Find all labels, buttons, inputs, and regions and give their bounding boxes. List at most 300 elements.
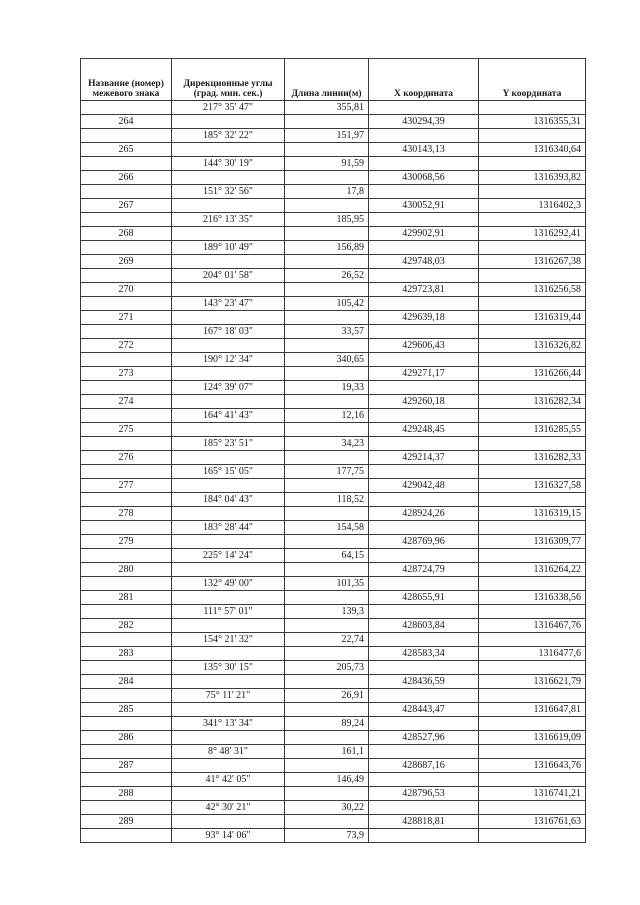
boundary-mark-row xyxy=(81,311,586,325)
line-length-cell xyxy=(285,255,369,269)
line-segment-row xyxy=(81,353,586,367)
y-coordinate-cell xyxy=(479,129,586,143)
direction-angle-cell xyxy=(172,787,285,801)
x-coordinate-cell xyxy=(369,437,479,451)
boundary-mark-row xyxy=(81,283,586,297)
y-coordinate-cell xyxy=(479,549,586,563)
x-coordinate-cell xyxy=(369,493,479,507)
y-coordinate-cell xyxy=(479,353,586,367)
x-coordinate-cell: 428436,59 xyxy=(369,675,479,689)
line-length-cell: 177,75 xyxy=(285,465,369,479)
boundary-mark-row xyxy=(81,619,586,633)
direction-angle-cell: 75° 11' 21" xyxy=(172,689,285,703)
line-length-cell xyxy=(285,787,369,801)
line-length-cell xyxy=(285,535,369,549)
mark-name-cell xyxy=(81,745,172,759)
x-coordinate-cell: 430294,39 xyxy=(369,115,479,129)
line-segment-row xyxy=(81,381,586,395)
x-coordinate-cell xyxy=(369,717,479,731)
header-y-coordinate: Y координата xyxy=(479,59,586,101)
header-row xyxy=(81,59,586,101)
x-coordinate-cell: 428769,96 xyxy=(369,535,479,549)
line-segment-row xyxy=(81,549,586,563)
line-length-cell: 146,49 xyxy=(285,773,369,787)
x-coordinate-cell: 428583,34 xyxy=(369,647,479,661)
boundary-mark-row xyxy=(81,703,586,717)
direction-angle-cell: 8° 48' 31" xyxy=(172,745,285,759)
x-coordinate-cell xyxy=(369,325,479,339)
direction-angle-cell xyxy=(172,451,285,465)
mark-name-cell xyxy=(81,493,172,507)
boundary-mark-row xyxy=(81,395,586,409)
y-coordinate-cell: 1316319,15 xyxy=(479,507,586,521)
line-segment-row xyxy=(81,437,586,451)
x-coordinate-cell xyxy=(369,801,479,815)
x-coordinate-cell xyxy=(369,465,479,479)
line-length-cell: 151,97 xyxy=(285,129,369,143)
mark-name-cell: 286 xyxy=(81,731,172,745)
direction-angle-cell: 93° 14' 06" xyxy=(172,829,285,843)
mark-name-cell xyxy=(81,605,172,619)
line-length-cell: 26,91 xyxy=(285,689,369,703)
line-length-cell xyxy=(285,731,369,745)
line-length-cell: 73,9 xyxy=(285,829,369,843)
line-length-cell xyxy=(285,647,369,661)
boundary-mark-row xyxy=(81,563,586,577)
mark-name-cell xyxy=(81,353,172,367)
mark-name-cell xyxy=(81,661,172,675)
mark-name-cell: 278 xyxy=(81,507,172,521)
x-coordinate-cell xyxy=(369,185,479,199)
x-coordinate-cell: 429248,45 xyxy=(369,423,479,437)
x-coordinate-cell: 429606,43 xyxy=(369,339,479,353)
line-segment-row xyxy=(81,661,586,675)
boundary-mark-row xyxy=(81,227,586,241)
mark-name-cell: 275 xyxy=(81,423,172,437)
line-length-cell: 64,15 xyxy=(285,549,369,563)
x-coordinate-cell: 428603,84 xyxy=(369,619,479,633)
line-length-cell: 22,74 xyxy=(285,633,369,647)
x-coordinate-cell: 430052,91 xyxy=(369,199,479,213)
line-length-cell xyxy=(285,311,369,325)
line-segment-row xyxy=(81,577,586,591)
line-length-cell: 30,22 xyxy=(285,801,369,815)
direction-angle-cell xyxy=(172,311,285,325)
line-length-cell xyxy=(285,199,369,213)
mark-name-cell xyxy=(81,577,172,591)
x-coordinate-cell xyxy=(369,101,479,115)
direction-angle-cell xyxy=(172,619,285,633)
mark-name-cell: 287 xyxy=(81,759,172,773)
y-coordinate-cell: 1316266,44 xyxy=(479,367,586,381)
line-length-cell xyxy=(285,479,369,493)
line-length-cell: 156,89 xyxy=(285,241,369,255)
x-coordinate-cell xyxy=(369,521,479,535)
x-coordinate-cell: 428724,79 xyxy=(369,563,479,577)
x-coordinate-cell xyxy=(369,605,479,619)
x-coordinate-cell: 428687,16 xyxy=(369,759,479,773)
line-length-cell: 34,23 xyxy=(285,437,369,451)
direction-angle-cell xyxy=(172,227,285,241)
line-segment-row xyxy=(81,605,586,619)
boundary-mark-row xyxy=(81,199,586,213)
y-coordinate-cell: 1316393,82 xyxy=(479,171,586,185)
direction-angle-cell: 154° 21' 32" xyxy=(172,633,285,647)
y-coordinate-cell xyxy=(479,465,586,479)
line-length-cell: 355,81 xyxy=(285,101,369,115)
direction-angle-cell: 225° 14' 24" xyxy=(172,549,285,563)
y-coordinate-cell: 1316256,58 xyxy=(479,283,586,297)
mark-name-cell xyxy=(81,157,172,171)
direction-angle-cell xyxy=(172,535,285,549)
line-segment-row xyxy=(81,269,586,283)
x-coordinate-cell xyxy=(369,353,479,367)
mark-name-cell xyxy=(81,213,172,227)
boundary-mark-row xyxy=(81,647,586,661)
direction-angle-cell: 143° 23' 47" xyxy=(172,297,285,311)
line-segment-row xyxy=(81,409,586,423)
direction-angle-cell xyxy=(172,563,285,577)
y-coordinate-cell: 1316477,6 xyxy=(479,647,586,661)
mark-name-cell xyxy=(81,549,172,563)
line-length-cell: 205,73 xyxy=(285,661,369,675)
y-coordinate-cell xyxy=(479,829,586,843)
x-coordinate-cell xyxy=(369,157,479,171)
x-coordinate-cell: 429214,37 xyxy=(369,451,479,465)
mark-name-cell: 276 xyxy=(81,451,172,465)
x-coordinate-cell xyxy=(369,633,479,647)
direction-angle-cell xyxy=(172,283,285,297)
direction-angle-cell xyxy=(172,339,285,353)
direction-angle-cell: 151° 32' 56" xyxy=(172,185,285,199)
y-coordinate-cell xyxy=(479,689,586,703)
line-length-cell xyxy=(285,591,369,605)
mark-name-cell xyxy=(81,801,172,815)
boundary-mark-row xyxy=(81,255,586,269)
y-coordinate-cell xyxy=(479,381,586,395)
direction-angle-cell xyxy=(172,367,285,381)
boundary-mark-row xyxy=(81,815,586,829)
mark-name-cell: 288 xyxy=(81,787,172,801)
boundary-mark-row xyxy=(81,423,586,437)
y-coordinate-cell: 1316267,38 xyxy=(479,255,586,269)
line-length-cell xyxy=(285,171,369,185)
y-coordinate-cell: 1316340,64 xyxy=(479,143,586,157)
direction-angle-cell: 124° 39' 07" xyxy=(172,381,285,395)
line-segment-row xyxy=(81,773,586,787)
boundary-mark-row xyxy=(81,171,586,185)
y-coordinate-cell: 1316355,31 xyxy=(479,115,586,129)
line-length-cell xyxy=(285,395,369,409)
mark-name-cell xyxy=(81,717,172,731)
y-coordinate-cell xyxy=(479,521,586,535)
y-coordinate-cell: 1316292,41 xyxy=(479,227,586,241)
y-coordinate-cell: 1316741,21 xyxy=(479,787,586,801)
mark-name-cell: 285 xyxy=(81,703,172,717)
x-coordinate-cell xyxy=(369,549,479,563)
header-mark-name: Название (номер) межевого знака xyxy=(81,59,172,101)
line-length-cell: 118,52 xyxy=(285,493,369,507)
direction-angle-cell xyxy=(172,143,285,157)
line-segment-row xyxy=(81,213,586,227)
y-coordinate-cell xyxy=(479,493,586,507)
line-segment-row xyxy=(81,185,586,199)
y-coordinate-cell: 1316285,55 xyxy=(479,423,586,437)
boundary-mark-row xyxy=(81,367,586,381)
line-segment-row xyxy=(81,745,586,759)
mark-name-cell: 289 xyxy=(81,815,172,829)
y-coordinate-cell: 1316761,63 xyxy=(479,815,586,829)
x-coordinate-cell xyxy=(369,269,479,283)
line-segment-row xyxy=(81,801,586,815)
direction-angle-cell: 185° 32' 22" xyxy=(172,129,285,143)
direction-angle-cell xyxy=(172,759,285,773)
x-coordinate-cell: 429260,18 xyxy=(369,395,479,409)
table-header xyxy=(81,59,586,101)
line-length-cell: 89,24 xyxy=(285,717,369,731)
x-coordinate-cell: 430068,56 xyxy=(369,171,479,185)
y-coordinate-cell: 1316643,76 xyxy=(479,759,586,773)
x-coordinate-cell xyxy=(369,297,479,311)
direction-angle-cell: 167° 18' 03" xyxy=(172,325,285,339)
line-segment-row xyxy=(81,717,586,731)
mark-name-cell xyxy=(81,269,172,283)
direction-angle-cell: 184° 04' 43" xyxy=(172,493,285,507)
line-length-cell xyxy=(285,675,369,689)
direction-angle-cell: 189° 10' 49" xyxy=(172,241,285,255)
x-coordinate-cell xyxy=(369,129,479,143)
mark-name-cell: 283 xyxy=(81,647,172,661)
y-coordinate-cell xyxy=(479,577,586,591)
line-segment-row xyxy=(81,157,586,171)
y-coordinate-cell xyxy=(479,157,586,171)
line-segment-row xyxy=(81,493,586,507)
direction-angle-cell xyxy=(172,115,285,129)
direction-angle-cell: 42° 30' 21" xyxy=(172,801,285,815)
mark-name-cell: 281 xyxy=(81,591,172,605)
x-coordinate-cell: 428818,81 xyxy=(369,815,479,829)
boundary-mark-row xyxy=(81,535,586,549)
line-length-cell xyxy=(285,815,369,829)
mark-name-cell: 280 xyxy=(81,563,172,577)
boundary-mark-row xyxy=(81,787,586,801)
boundary-mark-row xyxy=(81,759,586,773)
direction-angle-cell: 216° 13' 35" xyxy=(172,213,285,227)
mark-name-cell: 282 xyxy=(81,619,172,633)
direction-angle-cell xyxy=(172,255,285,269)
mark-name-cell: 264 xyxy=(81,115,172,129)
boundary-mark-row xyxy=(81,115,586,129)
direction-angle-cell: 41° 42' 05" xyxy=(172,773,285,787)
line-length-cell xyxy=(285,115,369,129)
y-coordinate-cell: 1316621,79 xyxy=(479,675,586,689)
line-length-cell xyxy=(285,143,369,157)
line-length-cell xyxy=(285,563,369,577)
mark-name-cell: 267 xyxy=(81,199,172,213)
boundary-mark-row xyxy=(81,143,586,157)
y-coordinate-cell: 1316282,34 xyxy=(479,395,586,409)
direction-angle-cell xyxy=(172,815,285,829)
y-coordinate-cell xyxy=(479,297,586,311)
direction-angle-cell xyxy=(172,647,285,661)
y-coordinate-cell: 1316338,56 xyxy=(479,591,586,605)
x-coordinate-cell: 429639,18 xyxy=(369,311,479,325)
y-coordinate-cell: 1316467,76 xyxy=(479,619,586,633)
x-coordinate-cell: 429042,48 xyxy=(369,479,479,493)
line-length-cell: 139,3 xyxy=(285,605,369,619)
line-segment-row xyxy=(81,101,586,115)
line-length-cell: 161,1 xyxy=(285,745,369,759)
y-coordinate-cell: 1316264,22 xyxy=(479,563,586,577)
boundary-mark-row xyxy=(81,339,586,353)
y-coordinate-cell xyxy=(479,185,586,199)
direction-angle-cell xyxy=(172,199,285,213)
mark-name-cell xyxy=(81,185,172,199)
x-coordinate-cell: 429723,81 xyxy=(369,283,479,297)
y-coordinate-cell xyxy=(479,745,586,759)
line-segment-row xyxy=(81,325,586,339)
direction-angle-cell: 204° 01' 58" xyxy=(172,269,285,283)
mark-name-cell: 279 xyxy=(81,535,172,549)
y-coordinate-cell: 1316282,33 xyxy=(479,451,586,465)
line-length-cell xyxy=(285,423,369,437)
mark-name-cell xyxy=(81,689,172,703)
x-coordinate-cell: 430143,13 xyxy=(369,143,479,157)
line-segment-row xyxy=(81,689,586,703)
line-length-cell xyxy=(285,339,369,353)
direction-angle-cell xyxy=(172,507,285,521)
y-coordinate-cell: 1316309,77 xyxy=(479,535,586,549)
header-direction-angle: Дирекционные углы (град. мин. сек.) xyxy=(172,59,285,101)
direction-angle-cell xyxy=(172,731,285,745)
x-coordinate-cell xyxy=(369,241,479,255)
mark-name-cell xyxy=(81,297,172,311)
line-length-cell: 185,95 xyxy=(285,213,369,227)
line-segment-row xyxy=(81,829,586,843)
line-length-cell: 19,33 xyxy=(285,381,369,395)
line-segment-row xyxy=(81,633,586,647)
line-segment-row xyxy=(81,297,586,311)
boundary-coordinates-table xyxy=(80,58,586,843)
direction-angle-cell: 132° 49' 00" xyxy=(172,577,285,591)
y-coordinate-cell xyxy=(479,437,586,451)
mark-name-cell: 268 xyxy=(81,227,172,241)
y-coordinate-cell: 1316619,09 xyxy=(479,731,586,745)
mark-name-cell xyxy=(81,381,172,395)
line-length-cell: 105,42 xyxy=(285,297,369,311)
boundary-mark-row xyxy=(81,479,586,493)
direction-angle-cell xyxy=(172,171,285,185)
direction-angle-cell xyxy=(172,395,285,409)
line-length-cell xyxy=(285,283,369,297)
line-length-cell xyxy=(285,451,369,465)
mark-name-cell: 271 xyxy=(81,311,172,325)
mark-name-cell xyxy=(81,129,172,143)
x-coordinate-cell xyxy=(369,381,479,395)
x-coordinate-cell xyxy=(369,773,479,787)
mark-name-cell: 273 xyxy=(81,367,172,381)
x-coordinate-cell: 428924,26 xyxy=(369,507,479,521)
mark-name-cell: 266 xyxy=(81,171,172,185)
line-length-cell: 33,57 xyxy=(285,325,369,339)
table-body xyxy=(81,101,586,843)
mark-name-cell xyxy=(81,773,172,787)
y-coordinate-cell xyxy=(479,269,586,283)
x-coordinate-cell: 429748,03 xyxy=(369,255,479,269)
mark-name-cell: 269 xyxy=(81,255,172,269)
mark-name-cell xyxy=(81,633,172,647)
direction-angle-cell: 185° 23' 51" xyxy=(172,437,285,451)
line-length-cell xyxy=(285,367,369,381)
line-length-cell xyxy=(285,703,369,717)
direction-angle-cell xyxy=(172,591,285,605)
y-coordinate-cell: 1316319,44 xyxy=(479,311,586,325)
mark-name-cell xyxy=(81,325,172,339)
x-coordinate-cell xyxy=(369,213,479,227)
y-coordinate-cell xyxy=(479,661,586,675)
mark-name-cell: 277 xyxy=(81,479,172,493)
x-coordinate-cell xyxy=(369,745,479,759)
y-coordinate-cell xyxy=(479,717,586,731)
direction-angle-cell xyxy=(172,423,285,437)
direction-angle-cell: 217° 35' 47" xyxy=(172,101,285,115)
y-coordinate-cell xyxy=(479,633,586,647)
line-segment-row xyxy=(81,521,586,535)
y-coordinate-cell xyxy=(479,605,586,619)
x-coordinate-cell xyxy=(369,661,479,675)
line-length-cell: 26,52 xyxy=(285,269,369,283)
direction-angle-cell: 183° 28' 44" xyxy=(172,521,285,535)
line-length-cell: 101,35 xyxy=(285,577,369,591)
y-coordinate-cell xyxy=(479,801,586,815)
mark-name-cell xyxy=(81,409,172,423)
mark-name-cell: 270 xyxy=(81,283,172,297)
header-x-coordinate: X координата xyxy=(369,59,479,101)
direction-angle-cell: 190° 12' 34" xyxy=(172,353,285,367)
direction-angle-cell xyxy=(172,675,285,689)
mark-name-cell: 272 xyxy=(81,339,172,353)
mark-name-cell xyxy=(81,829,172,843)
line-segment-row xyxy=(81,129,586,143)
line-length-cell: 17,8 xyxy=(285,185,369,199)
line-segment-row xyxy=(81,241,586,255)
boundary-mark-row xyxy=(81,591,586,605)
mark-name-cell xyxy=(81,521,172,535)
mark-name-cell xyxy=(81,437,172,451)
y-coordinate-cell: 1316402,3 xyxy=(479,199,586,213)
line-length-cell: 91,59 xyxy=(285,157,369,171)
line-length-cell xyxy=(285,759,369,773)
direction-angle-cell: 135° 30' 15" xyxy=(172,661,285,675)
y-coordinate-cell xyxy=(479,773,586,787)
line-length-cell xyxy=(285,507,369,521)
y-coordinate-cell xyxy=(479,241,586,255)
header-line-length: Длина линии(м) xyxy=(285,59,369,101)
direction-angle-cell xyxy=(172,479,285,493)
x-coordinate-cell xyxy=(369,577,479,591)
mark-name-cell: 284 xyxy=(81,675,172,689)
x-coordinate-cell: 428796,53 xyxy=(369,787,479,801)
line-length-cell: 154,58 xyxy=(285,521,369,535)
y-coordinate-cell: 1316327,58 xyxy=(479,479,586,493)
y-coordinate-cell xyxy=(479,213,586,227)
mark-name-cell: 265 xyxy=(81,143,172,157)
x-coordinate-cell: 429271,17 xyxy=(369,367,479,381)
mark-name-cell xyxy=(81,101,172,115)
line-length-cell: 340,65 xyxy=(285,353,369,367)
x-coordinate-cell xyxy=(369,689,479,703)
line-length-cell xyxy=(285,227,369,241)
